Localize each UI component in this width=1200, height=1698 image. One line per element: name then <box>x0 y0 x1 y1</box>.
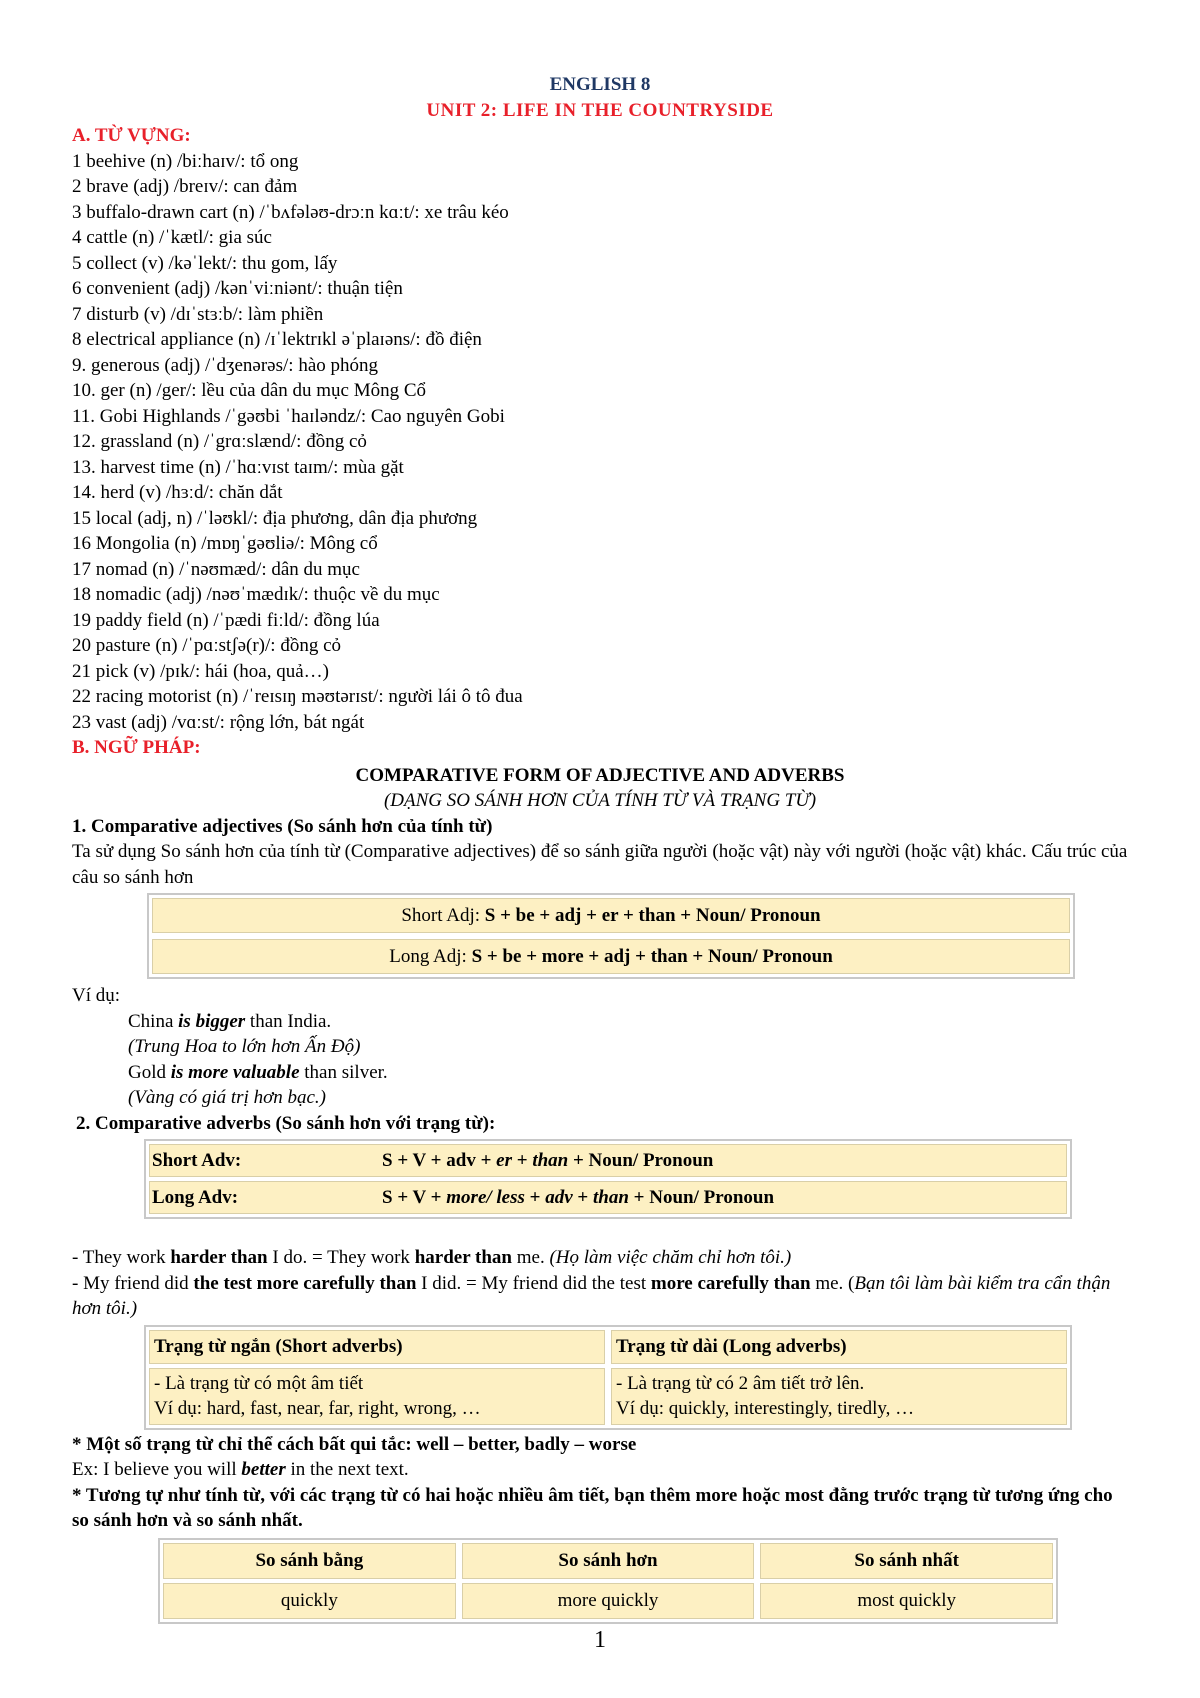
ex-text: than India. <box>245 1010 332 1032</box>
adv-example-1 <box>72 1245 1128 1271</box>
vocab-heading: A. TỪ VỰNG: <box>72 125 191 146</box>
short-adv-formula <box>382 1145 713 1176</box>
short-adv-row <box>149 1144 1067 1177</box>
f-part: S + V + <box>382 1187 447 1208</box>
vocab-item: 18 nomadic (adj) /nəʊˈmædɪk/: thuộc về du mục <box>72 584 440 605</box>
comparison-header-cell: So sánh nhất <box>760 1543 1053 1579</box>
adverb-type-body-row <box>149 1368 1067 1425</box>
vocab-item: 20 pasture (n) /ˈpɑːstʃə(r)/: đồng cỏ <box>72 635 341 656</box>
f-part: + <box>572 1187 593 1208</box>
vocab-item: 1 beehive (n) /biːhaɪv/: tổ ong <box>72 150 299 172</box>
short-adj-label: Short Adj: <box>401 905 485 926</box>
ex-text: Ex: I believe you will <box>72 1459 242 1480</box>
adj-example-1-translation: (Trung Hoa to lớn hơn Ấn Độ) <box>128 1036 361 1057</box>
vocab-item: 12. grassland (n) /ˈgrɑːslænd/: đồng cỏ <box>72 431 367 452</box>
ex-emph: the test more carefully than <box>193 1272 417 1294</box>
vocab-item: 14. herd (v) /hɜːd/: chăn dắt <box>72 482 283 503</box>
f-part: + Noun/ Pronoun <box>628 1187 775 1208</box>
grammar-subtitle: (DẠNG SO SÁNH HƠN CỦA TÍNH TỪ VÀ TRẠNG TỪ) <box>383 790 817 811</box>
multi-syllable-note: * Tương tự như tính từ, với các trạng từ có hai hoặc nhiều âm tiết, bạn thêm more hoặc most đằng trước trạng từ tương ứng cho so sánh hơn và so sánh nhất. <box>72 1484 1113 1531</box>
vocab-item: 4 cattle (n) /ˈkætl/: gia súc <box>72 227 272 248</box>
comparison-value-row <box>163 1583 1053 1619</box>
ex-translation: Bạn tôi làm bài kiểm tra cẩn thận hơn tôi.) <box>72 1272 1111 1319</box>
f-part: adv <box>545 1187 573 1208</box>
comparison-value-cell: most quickly <box>760 1583 1053 1619</box>
vocab-item: 13. harvest time (n) /ˈhɑːvɪst taɪm/: mùa gặt <box>72 456 404 478</box>
long-adverbs-header: Trạng từ dài (Long adverbs) <box>611 1330 1067 1364</box>
adj-example-2-translation: (Vàng có giá trị hơn bạc.) <box>128 1087 326 1108</box>
cell-line: - Là trạng từ có 2 âm tiết trở lên. <box>616 1372 865 1394</box>
comparison-value-cell: quickly <box>163 1583 456 1619</box>
ex-text: - They work <box>72 1247 171 1268</box>
long-adv-formula <box>382 1182 774 1213</box>
ex-text: I did. = My friend did the test <box>416 1272 651 1294</box>
long-adv-label: Long Adv: <box>152 1187 239 1208</box>
ex-emph: more carefully than <box>650 1272 811 1294</box>
ex-emph: is more valuable <box>170 1061 300 1083</box>
ex-text: Gold <box>128 1061 171 1083</box>
adj-example-2 <box>128 1060 1128 1086</box>
short-adverbs-header: Trạng từ ngắn (Short adverbs) <box>149 1330 605 1364</box>
ex-emph: harder than <box>170 1247 268 1268</box>
f-part: than <box>593 1187 629 1208</box>
short-adverbs-cell <box>149 1368 605 1425</box>
grammar-heading: B. NGỮ PHÁP: <box>72 737 201 758</box>
unit-title: UNIT 2: LIFE IN THE COUNTRYSIDE <box>426 99 774 121</box>
f-part: + <box>511 1150 533 1171</box>
ex-text: than silver. <box>299 1061 388 1083</box>
ex-translation: (Họ làm việc chăm chỉ hơn tôi.) <box>549 1247 792 1268</box>
short-adj-row <box>152 898 1070 933</box>
short-adj-formula: S + be + adj + er + than + Noun/ Pronoun <box>484 905 821 926</box>
vocab-item: 6 convenient (adj) /kənˈviːniənt/: thuận tiện <box>72 278 403 299</box>
doc-title: ENGLISH 8 <box>549 74 651 95</box>
comparison-value-cell: more quickly <box>462 1583 755 1619</box>
cell-line: Ví dụ: hard, fast, near, far, right, wrong, … <box>154 1398 481 1419</box>
comparison-header-row <box>163 1543 1053 1579</box>
vocab-item: 19 paddy field (n) /ˈpædi fiːld/: đồng lúa <box>72 609 380 631</box>
ex-text: China <box>128 1010 179 1032</box>
adj-examples <box>72 1009 1128 1111</box>
vocab-item: 3 buffalo-drawn cart (n) /ˈbʌfələʊ-drɔːn kɑːt/: xe trâu kéo <box>72 201 509 223</box>
vocab-item: 11. Gobi Highlands /ˈgəʊbi ˈhaɪləndz/: Cao nguyên Gobi <box>72 405 505 427</box>
ex-text: me. <box>512 1247 550 1268</box>
vocab-item: 16 Mongolia (n) /mɒŋˈgəʊliə/: Mông cổ <box>72 533 378 554</box>
vocab-item: 23 vast (adj) /vɑːst/: rộng lớn, bát ngát <box>72 711 365 733</box>
comp-adj-paragraph: Ta sử dụng So sánh hơn của tính từ (Comparative adjectives) để so sánh giữa người (hoặc vật) này với người (hoặc vật) khác. Cấu trúc của câu so sánh hơn <box>72 841 1128 888</box>
vocab-item: 2 brave (adj) /breɪv/: can đảm <box>72 176 298 197</box>
adv-structure-table <box>144 1139 1072 1219</box>
comp-adv-heading: 2. Comparative adverbs (So sánh hơn với trạng từ): <box>76 1112 496 1134</box>
ex-emph: is bigger <box>178 1010 246 1032</box>
vocab-item: 7 disturb (v) /dɪˈstɜːb/: làm phiền <box>72 303 324 325</box>
example-label: Ví dụ: <box>72 985 121 1006</box>
long-adv-row <box>149 1181 1067 1214</box>
long-adj-label: Long Adj: <box>389 946 472 967</box>
vocab-item: 21 pick (v) /pɪk/: hái (hoa, quả…) <box>72 660 329 682</box>
vocab-item: 22 racing motorist (n) /ˈreɪsɪŋ məʊtərɪst/: người lái ô tô đua <box>72 686 523 707</box>
vocab-item: 9. generous (adj) /ˈdʒenərəs/: hào phóng <box>72 354 379 376</box>
f-part: + Noun/ Pronoun <box>568 1150 714 1171</box>
comparison-header-cell: So sánh bằng <box>163 1543 456 1579</box>
vocab-item: 15 local (adj, n) /ˈləʊkl/: địa phương, dân địa phương <box>72 507 478 529</box>
ex-text: me. ( <box>810 1272 855 1294</box>
comparison-header-cell: So sánh hơn <box>462 1543 755 1579</box>
f-part: more/ less <box>446 1187 525 1208</box>
page-number: 1 <box>594 1627 606 1653</box>
adj-example-1 <box>128 1009 1128 1035</box>
adv-example-3 <box>72 1457 1128 1483</box>
vocab-item: 17 nomad (n) /ˈnəʊmæd/: dân du mục <box>72 558 360 580</box>
vocab-item: 8 electrical appliance (n) /ɪˈlektrɪkl əˈplaɪəns/: đồ điện <box>72 329 482 350</box>
ex-emph: better <box>241 1459 286 1480</box>
adverb-type-table <box>144 1325 1072 1430</box>
grammar-title: COMPARATIVE FORM OF ADJECTIVE AND ADVERBS <box>355 764 845 786</box>
f-part: er <box>496 1150 512 1171</box>
ex-text: - My friend did <box>72 1272 194 1294</box>
document-page <box>72 72 1128 1624</box>
comparison-degree-table <box>158 1538 1058 1624</box>
vocab-item: 10. ger (n) /ger/: lều của dân du mục Mông Cổ <box>72 380 427 401</box>
cell-line: Ví dụ: quickly, interestingly, tiredly, … <box>616 1398 915 1419</box>
long-adj-formula: S + be + more + adj + than + Noun/ Pronoun <box>471 946 833 967</box>
f-part: S + V + adv + <box>382 1150 497 1171</box>
f-part: than <box>532 1150 569 1171</box>
ex-text: I do. = They work <box>267 1247 415 1268</box>
adj-structure-table <box>147 893 1075 979</box>
short-adv-label: Short Adv: <box>152 1150 242 1171</box>
irregular-adverbs-note: * Một số trạng từ chỉ thể cách bất qui tắc: well – better, badly – worse <box>72 1433 637 1455</box>
adv-example-2 <box>72 1271 1128 1322</box>
vocab-list <box>72 149 1128 736</box>
f-part: + <box>524 1187 546 1208</box>
adverb-type-header-row <box>149 1330 1067 1364</box>
long-adj-row <box>152 939 1070 974</box>
ex-text: in the next text. <box>285 1459 409 1480</box>
long-adverbs-cell <box>611 1368 1067 1425</box>
ex-emph: harder than <box>414 1247 512 1268</box>
cell-line: - Là trạng từ có một âm tiết <box>154 1372 364 1394</box>
comp-adj-heading: 1. Comparative adjectives (So sánh hơn của tính từ) <box>72 815 493 837</box>
vocab-item: 5 collect (v) /kəˈlekt/: thu gom, lấy <box>72 252 338 274</box>
